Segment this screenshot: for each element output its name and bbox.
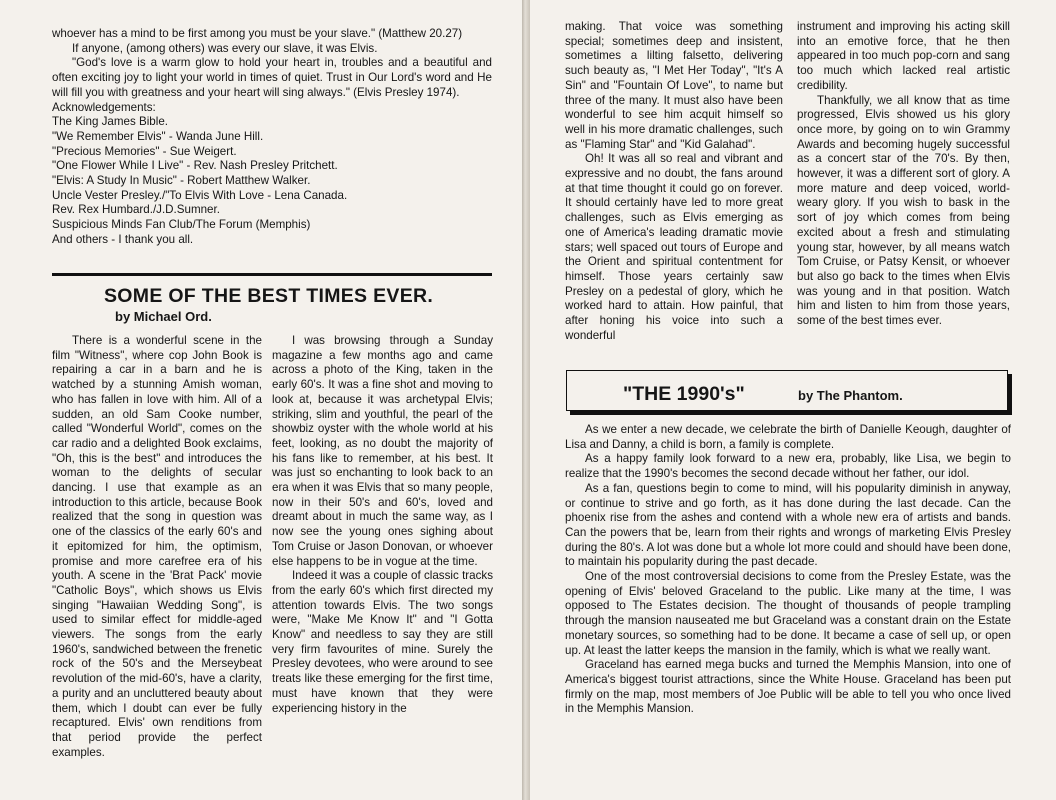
article2-byline: by The Phantom.: [798, 388, 903, 403]
ack-heading: Acknowledgements:: [52, 100, 156, 114]
ack-item: "We Remember Elvis" - Wanda June Hill.: [52, 129, 264, 143]
ack-item: And others - I thank you all.: [52, 232, 194, 246]
article2-para: One of the most controversial decisions to come from the Presley Estate, was the opening of Elvis' beloved Graceland to the public. Like many at the time, I was opposed to The Estates decision. The thought of thousands of people trampling through the mansion nauseated me but Graceland was a constant drain on the Estate monetary sources, so something had to be done. It became a case of sell up, or open up. At least the latter keeps the mansion in the family, which is what we really want.: [565, 570, 1011, 657]
article2-para: As a happy family look forward to a new era, probably, like Lisa, we begin to realize that the 1990's becomes the second decade without her father, our idol.: [565, 452, 1011, 481]
article1-column-2: [272, 334, 493, 716]
quote-end: whoever has a mind to be first among you must be your slave." (Matthew 20.27): [52, 27, 463, 40]
section-divider: [52, 273, 492, 276]
ack-item: "One Flower While I Live" - Rev. Nash Presley Pritchett.: [52, 159, 338, 173]
article1-column-1: [52, 334, 262, 760]
slave-line: If anyone, (among others) was every our slave, it was Elvis.: [72, 41, 378, 55]
article2-body: [565, 423, 1011, 717]
article1-para: I was browsing through a Sunday magazine a few months ago and came across a photo of the King, taken in the early 60's. It was a fine shot and moving to look at, because it was archetypal Elvis; striking, slim and youthful, the pearl of the showbiz oyster with the whole world at his feet, looking, as no doubt the majority of his fans like to remember, at his best. It was just so enchanting to look back to an era when it was Elvis that so many people, now in their 50's and 60's, loved and dreamt about in much the same way, as I now see the young ones sighing about Tom Cruise or Jason Donovan, or whoever else happens to be in vogue at the time.: [272, 334, 493, 568]
article1-para: Thankfully, we all know that as time progressed, Elvis showed us his glory once more, by going on to win Grammy Awards and becoming hugely successful as a concert star of the 70's. By then, however, it was a different sort of glory. A more mature and deep voiced, world-weary glory. If you wish to bask in the sort of joy which comes from being excited about a fresh and stimulating young star, however, by all means watch Tom Cruise, or Patsy Kensit, or whoever but also go back to the times when Elvis was young and in that position. Watch him and listen to him from those years, some of the best times ever.: [797, 93, 1010, 328]
article2-para: As we enter a new decade, we celebrate the birth of Danielle Keough, daughter of Lisa and Danny, a child is born, a family is complete.: [565, 423, 1011, 451]
article1-para: There is a wonderful scene in the film "Witness", where cop John Book is repairing a car in a barn and he is watched by a stunning Amish woman, who has fallen in love with him. All of a sudden, an old Sam Cooke number, called "Wonderful World", comes on the car radio and a delighted Book exclaims, "Oh, this is the best" and introduces the woman to the delights of secular dancing. I use that example as an introduction to this article, because Book realized that the song in question was one of the classics of the early 60's and it epitomized for him, the optimism, promise and more carefree era of his youth. A scene in the 'Brat Pack' movie "Catholic Boys", which shows us Elvis singing "Hawaiian Wedding Song", is used to similar effect for middle-aged viewers. The songs from the early 1960's, sandwiched between the frenetic rock of the 50's and the Merseybeat revolution of the mid-60's, have a clarity, a purity and an uncluttered beauty about them, which I doubt can ever be fully recaptured. Elvis' own renditions from that period provide the perfect examples.: [52, 334, 262, 759]
ack-item: "Precious Memories" - Sue Weigert.: [52, 144, 237, 158]
article1-para: making. That voice was something special; sometimes deep and insistent, sometimes a lilting falsetto, delivering such beauty as, "I Met Her Today", "It's A Sin" and "Fountain Of Love", to name but three of the many. It must also have been wonderful to see him acquit himself so well in his more dramatic challenges, such as "Flaming Star" and "Kid Galahad".: [565, 20, 783, 151]
article2-para: As a fan, questions begin to come to mind, will his popularity diminish in anyway, or continue to strive and go forth, as it has done during the last decade. Can the phoenix rise from the ashes and contend with a whole new era of artists and bands. Can the powers that be, learn from their rights and wrongs of marketing Elvis Presley during the 80's. A lot was done but a whole lot more could and should have been done, to maintain his popularity during the past decade.: [565, 481, 1011, 569]
article1-para: Oh! It was all so real and vibrant and expressive and no doubt, the fans around at that time thought it could go on forever. It should certainly have led to more great challenges, such as Elvis emerging as one of America's leading dramatic movie stars; well spaced out tours of Europe and the Orient and spiritual contentment for himself. Those years certainly saw Presley on a pedestal of glory, which he worked hard to attain. How painful, that after honing his voice into such a wonderful: [565, 152, 783, 342]
ack-item: The King James Bible.: [52, 115, 168, 129]
left-top-text: [52, 27, 492, 248]
ack-item: Rev. Rex Humbard./J.D.Sumner.: [52, 203, 220, 217]
article2-title: "THE 1990's": [623, 383, 745, 405]
spine-gutter: [522, 0, 530, 800]
ack-item: Uncle Vester Presley./"To Elvis With Love - Lena Canada.: [52, 188, 348, 202]
article1-column-3: [565, 20, 783, 343]
article-title: SOME OF THE BEST TIMES EVER.: [104, 285, 434, 307]
article1-para: Indeed it was a couple of classic tracks from the early 60's which first directed my attention towards Elvis. The two songs were, "Make Me Know It" and "I Gotta Know" and needless to say they are still very firm favourites of mine. Surely the Presley devotees, who were around to see treats like these emerging for the first time, must have known that they were experiencing history in the: [272, 569, 493, 715]
ack-item: "Elvis: A Study In Music" - Robert Matthew Walker.: [52, 174, 311, 188]
article1-column-4: [797, 20, 1010, 329]
article1-para: instrument and improving his acting skill into an emotive force, that he then appeared in too much pop-corn and sang too much which lacked real artistic credibility.: [797, 20, 1010, 92]
acknowledgements-list: [52, 101, 492, 248]
article-byline: by Michael Ord.: [115, 309, 212, 324]
ack-item: Suspicious Minds Fan Club/The Forum (Memphis): [52, 218, 311, 232]
elvis-quote: "God's love is a warm glow to hold your heart in, troubles and a beautiful and often exciting joy to light your world in times of quiet. Trust in Our Lord's word and He will fill you with greatness and your heart will sing always." (Elvis Presley 1974).: [52, 56, 492, 99]
article2-para: Graceland has earned mega bucks and turned the Memphis Mansion, into one of America's biggest tourist attractions, since the White House. Graceland has been put firmly on the map, most members of Joe Public will be able to tell you who once lived in the Memphis Mansion.: [565, 658, 1011, 716]
